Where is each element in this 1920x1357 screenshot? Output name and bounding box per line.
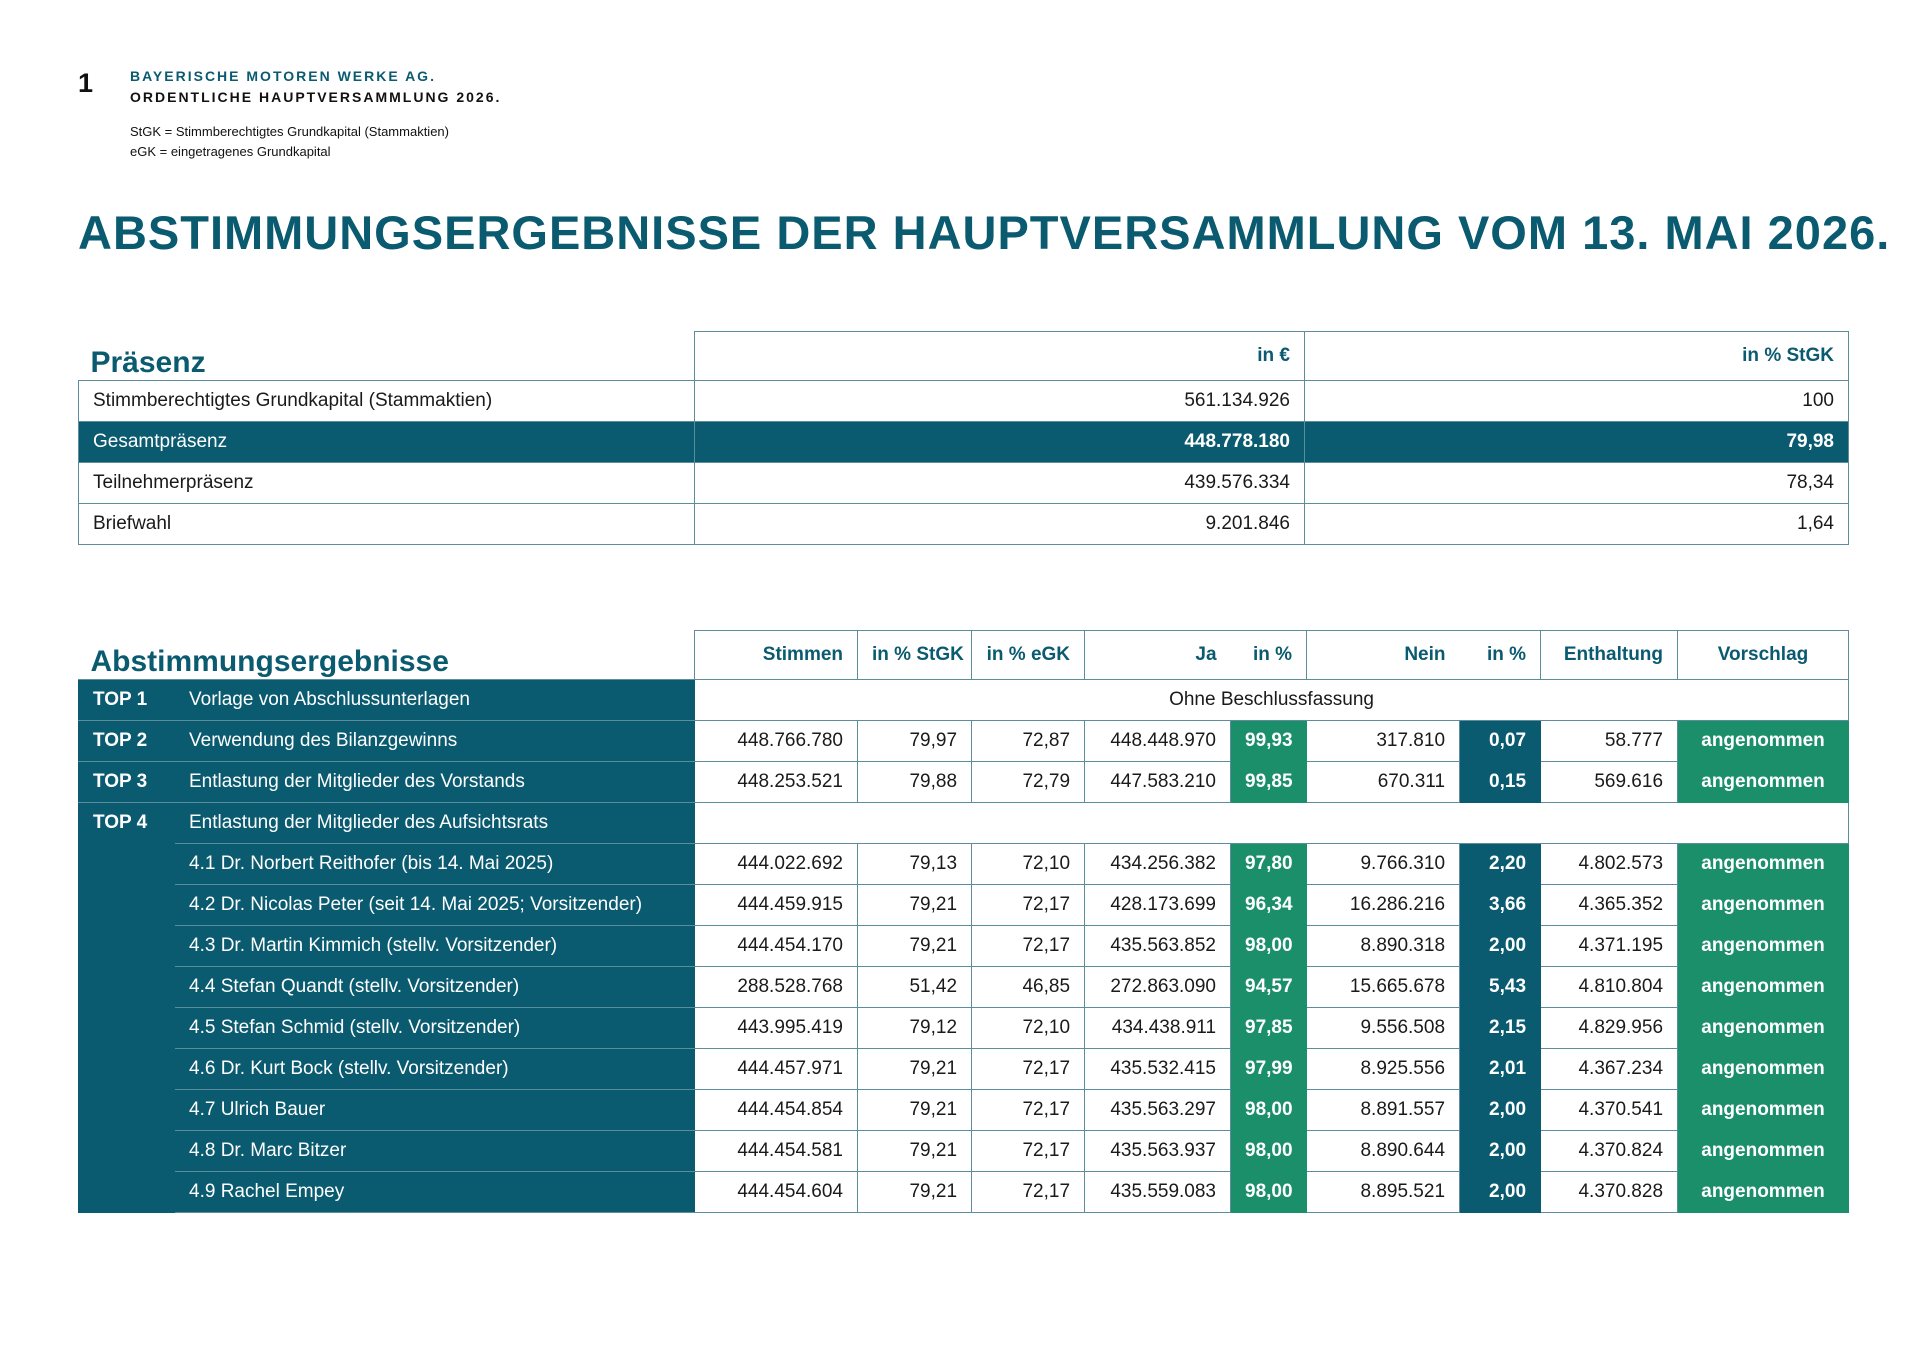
pct-egk-value: 72,79 [972, 761, 1085, 802]
pct-egk-value: 72,17 [972, 1089, 1085, 1130]
stimmen-value: 444.454.581 [695, 1130, 858, 1171]
votes-table [78, 630, 1849, 1213]
presence-eur: 561.134.926 [695, 380, 1305, 421]
top-number-blank [79, 1048, 175, 1089]
presence-eur: 9.201.846 [695, 503, 1305, 544]
presence-label: Stimmberechtigtes Grundkapital (Stammaktien) [79, 380, 695, 421]
pct-egk-value: 46,85 [972, 966, 1085, 1007]
stimmen-value: 444.454.854 [695, 1089, 858, 1130]
top-number: TOP 2 [79, 720, 175, 761]
top2-row [79, 720, 1849, 761]
meeting-name: ORDENTLICHE HAUPTVERSAMMLUNG 2026. [130, 89, 502, 105]
enthaltung-value: 4.365.352 [1541, 884, 1678, 925]
subtopic-label: 4.7 Ulrich Bauer [175, 1089, 695, 1130]
pct-stgk-value: 79,12 [858, 1007, 972, 1048]
col-head-nein-pct: in % [1460, 631, 1541, 680]
presence-pct: 100 [1305, 380, 1849, 421]
top1-note: Ohne Beschlussfassung [695, 679, 1849, 720]
nein-pct-value: 2,00 [1460, 1130, 1541, 1171]
enthaltung-value: 4.371.195 [1541, 925, 1678, 966]
ja-pct-value: 98,00 [1231, 1089, 1307, 1130]
subtopic-row [79, 1048, 1849, 1089]
nein-pct-value: 2,20 [1460, 843, 1541, 884]
col-head-enthaltung: Enthaltung [1541, 631, 1678, 680]
top4-row [79, 802, 1849, 843]
header-block [130, 68, 501, 105]
result-badge: angenommen [1678, 720, 1849, 761]
result-badge: angenommen [1678, 884, 1849, 925]
top-number-blank [79, 843, 175, 884]
ja-pct-value: 97,80 [1231, 843, 1307, 884]
nein-value: 9.766.310 [1307, 843, 1460, 884]
stimmen-value: 444.454.604 [695, 1171, 858, 1212]
result-badge: angenommen [1678, 966, 1849, 1007]
col-head-eur: in € [695, 332, 1305, 381]
pct-egk-value: 72,17 [972, 884, 1085, 925]
result-badge: angenommen [1678, 761, 1849, 802]
ja-pct-value: 98,00 [1231, 925, 1307, 966]
pct-stgk-value: 79,13 [858, 843, 972, 884]
pct-egk-value: 72,17 [972, 1048, 1085, 1089]
ja-value: 435.563.852 [1085, 925, 1231, 966]
top-number-blank [79, 1089, 175, 1130]
subtopic-row [79, 1171, 1849, 1212]
ja-pct-value: 96,34 [1231, 884, 1307, 925]
subtopic-label: 4.9 Rachel Empey [175, 1171, 695, 1212]
subtopic-label: 4.2 Dr. Nicolas Peter (seit 14. Mai 2025; Vorsitzender) [175, 884, 695, 925]
subtopic-row [79, 925, 1849, 966]
company-name: BAYERISCHE MOTOREN WERKE AG. [130, 68, 436, 84]
subtopic-label: 4.4 Stefan Quandt (stellv. Vorsitzender) [175, 966, 695, 1007]
ja-pct-value: 99,85 [1231, 761, 1307, 802]
ja-value: 435.563.937 [1085, 1130, 1231, 1171]
nein-value: 8.890.318 [1307, 925, 1460, 966]
nein-pct-value: 3,66 [1460, 884, 1541, 925]
subtopic-row [79, 1007, 1849, 1048]
subtopic-label: 4.1 Dr. Norbert Reithofer (bis 14. Mai 2025) [175, 843, 695, 884]
top-number-blank [79, 1130, 175, 1171]
top-label: Entlastung der Mitglieder des Vorstands [175, 761, 695, 802]
ja-value: 434.256.382 [1085, 843, 1231, 884]
presence-table [78, 331, 1849, 545]
col-head-pct-stgk: in % StGK [1305, 332, 1849, 381]
ja-pct-value: 98,00 [1231, 1171, 1307, 1212]
page-title: ABSTIMMUNGSERGEBNISSE DER HAUPTVERSAMMLUNG VOM 13. MAI 2026. [78, 206, 1891, 259]
ja-pct-value: 94,57 [1231, 966, 1307, 1007]
stimmen-value: 448.253.521 [695, 761, 858, 802]
subtopic-row [79, 884, 1849, 925]
top-number-blank [79, 966, 175, 1007]
top-number: TOP 4 [79, 802, 175, 843]
top-number-blank [79, 1171, 175, 1212]
enthaltung-value: 4.370.824 [1541, 1130, 1678, 1171]
nein-value: 9.556.508 [1307, 1007, 1460, 1048]
abbreviation-legend [130, 122, 449, 162]
result-badge: angenommen [1678, 843, 1849, 884]
result-badge: angenommen [1678, 1048, 1849, 1089]
top-number: TOP 3 [79, 761, 175, 802]
top-number-blank [79, 1007, 175, 1048]
nein-value: 8.925.556 [1307, 1048, 1460, 1089]
nein-pct-value: 2,00 [1460, 925, 1541, 966]
result-badge: angenommen [1678, 1171, 1849, 1212]
nein-value: 15.665.678 [1307, 966, 1460, 1007]
ja-value: 447.583.210 [1085, 761, 1231, 802]
col-head-pct-stgk: in % StGK [858, 631, 972, 680]
top-number-blank [79, 925, 175, 966]
pct-egk-value: 72,17 [972, 925, 1085, 966]
result-badge: angenommen [1678, 1007, 1849, 1048]
nein-value: 16.286.216 [1307, 884, 1460, 925]
subtopic-row [79, 1130, 1849, 1171]
ja-value: 434.438.911 [1085, 1007, 1231, 1048]
stimmen-value: 288.528.768 [695, 966, 858, 1007]
ja-value: 448.448.970 [1085, 720, 1231, 761]
presence-eur: 448.778.180 [695, 421, 1305, 462]
presence-row [79, 462, 1849, 503]
col-head-stimmen: Stimmen [695, 631, 858, 680]
enthaltung-value: 58.777 [1541, 720, 1678, 761]
subtopic-row [79, 1089, 1849, 1130]
presence-label: Teilnehmerpräsenz [79, 462, 695, 503]
subtopic-row [79, 843, 1849, 884]
presence-eur: 439.576.334 [695, 462, 1305, 503]
enthaltung-value: 4.810.804 [1541, 966, 1678, 1007]
subtopic-row [79, 966, 1849, 1007]
presence-label: Gesamtpräsenz [79, 421, 695, 462]
nein-pct-value: 2,15 [1460, 1007, 1541, 1048]
presence-row [79, 380, 1849, 421]
presence-title: Präsenz [79, 332, 695, 381]
subtopic-label: 4.8 Dr. Marc Bitzer [175, 1130, 695, 1171]
votes-title: Abstimmungsergebnisse [79, 631, 695, 680]
legend-egk: eGK = eingetragenes Grundkapital [130, 144, 331, 159]
ja-value: 435.563.297 [1085, 1089, 1231, 1130]
nein-pct-value: 0,07 [1460, 720, 1541, 761]
legend-stgk: StGK = Stimmberechtigtes Grundkapital (Stammaktien) [130, 124, 449, 139]
nein-value: 8.895.521 [1307, 1171, 1460, 1212]
stimmen-value: 448.766.780 [695, 720, 858, 761]
presence-pct: 78,34 [1305, 462, 1849, 503]
stimmen-value: 444.454.170 [695, 925, 858, 966]
col-head-ja: Ja [1085, 631, 1231, 680]
presence-label: Briefwahl [79, 503, 695, 544]
pct-egk-value: 72,10 [972, 843, 1085, 884]
pct-stgk-value: 79,88 [858, 761, 972, 802]
pct-stgk-value: 79,21 [858, 884, 972, 925]
nein-pct-value: 0,15 [1460, 761, 1541, 802]
col-head-vorschlag: Vorschlag [1678, 631, 1849, 680]
col-head-pct-egk: in % eGK [972, 631, 1085, 680]
ja-pct-value: 99,93 [1231, 720, 1307, 761]
top-label: Verwendung des Bilanzgewinns [175, 720, 695, 761]
enthaltung-value: 4.370.541 [1541, 1089, 1678, 1130]
nein-pct-value: 2,00 [1460, 1089, 1541, 1130]
nein-pct-value: 2,00 [1460, 1171, 1541, 1212]
pct-stgk-value: 79,21 [858, 1048, 972, 1089]
nein-pct-value: 5,43 [1460, 966, 1541, 1007]
col-head-ja-pct: in % [1231, 631, 1307, 680]
enthaltung-value: 4.829.956 [1541, 1007, 1678, 1048]
top4-empty [695, 802, 1849, 843]
ja-value: 435.532.415 [1085, 1048, 1231, 1089]
pct-stgk-value: 79,97 [858, 720, 972, 761]
ja-pct-value: 97,85 [1231, 1007, 1307, 1048]
ja-pct-value: 97,99 [1231, 1048, 1307, 1089]
pct-egk-value: 72,17 [972, 1130, 1085, 1171]
pct-egk-value: 72,17 [972, 1171, 1085, 1212]
top-number: TOP 1 [79, 679, 175, 720]
ja-value: 428.173.699 [1085, 884, 1231, 925]
enthaltung-value: 569.616 [1541, 761, 1678, 802]
pct-egk-value: 72,87 [972, 720, 1085, 761]
result-badge: angenommen [1678, 925, 1849, 966]
enthaltung-value: 4.367.234 [1541, 1048, 1678, 1089]
subtopic-label: 4.5 Stefan Schmid (stellv. Vorsitzender) [175, 1007, 695, 1048]
top-label: Entlastung der Mitglieder des Aufsichtsrats [175, 802, 695, 843]
pct-stgk-value: 79,21 [858, 1171, 972, 1212]
stimmen-value: 443.995.419 [695, 1007, 858, 1048]
pct-stgk-value: 51,42 [858, 966, 972, 1007]
nein-value: 8.891.557 [1307, 1089, 1460, 1130]
nein-pct-value: 2,01 [1460, 1048, 1541, 1089]
ja-pct-value: 98,00 [1231, 1130, 1307, 1171]
presence-pct: 79,98 [1305, 421, 1849, 462]
subtopic-label: 4.3 Dr. Martin Kimmich (stellv. Vorsitzender) [175, 925, 695, 966]
subtopic-label: 4.6 Dr. Kurt Bock (stellv. Vorsitzender) [175, 1048, 695, 1089]
enthaltung-value: 4.370.828 [1541, 1171, 1678, 1212]
stimmen-value: 444.022.692 [695, 843, 858, 884]
nein-value: 8.890.644 [1307, 1130, 1460, 1171]
pct-stgk-value: 79,21 [858, 1130, 972, 1171]
nein-value: 670.311 [1307, 761, 1460, 802]
presence-pct: 1,64 [1305, 503, 1849, 544]
top3-row [79, 761, 1849, 802]
presence-row [79, 503, 1849, 544]
page-number: 1 [78, 68, 94, 98]
result-badge: angenommen [1678, 1089, 1849, 1130]
ja-value: 435.559.083 [1085, 1171, 1231, 1212]
nein-value: 317.810 [1307, 720, 1460, 761]
top1-row [79, 679, 1849, 720]
ja-value: 272.863.090 [1085, 966, 1231, 1007]
result-badge: angenommen [1678, 1130, 1849, 1171]
top-label: Vorlage von Abschlussunterlagen [175, 679, 695, 720]
stimmen-value: 444.457.971 [695, 1048, 858, 1089]
pct-egk-value: 72,10 [972, 1007, 1085, 1048]
stimmen-value: 444.459.915 [695, 884, 858, 925]
enthaltung-value: 4.802.573 [1541, 843, 1678, 884]
col-head-nein: Nein [1307, 631, 1460, 680]
pct-stgk-value: 79,21 [858, 925, 972, 966]
presence-row-highlight [79, 421, 1849, 462]
top-number-blank [79, 884, 175, 925]
pct-stgk-value: 79,21 [858, 1089, 972, 1130]
